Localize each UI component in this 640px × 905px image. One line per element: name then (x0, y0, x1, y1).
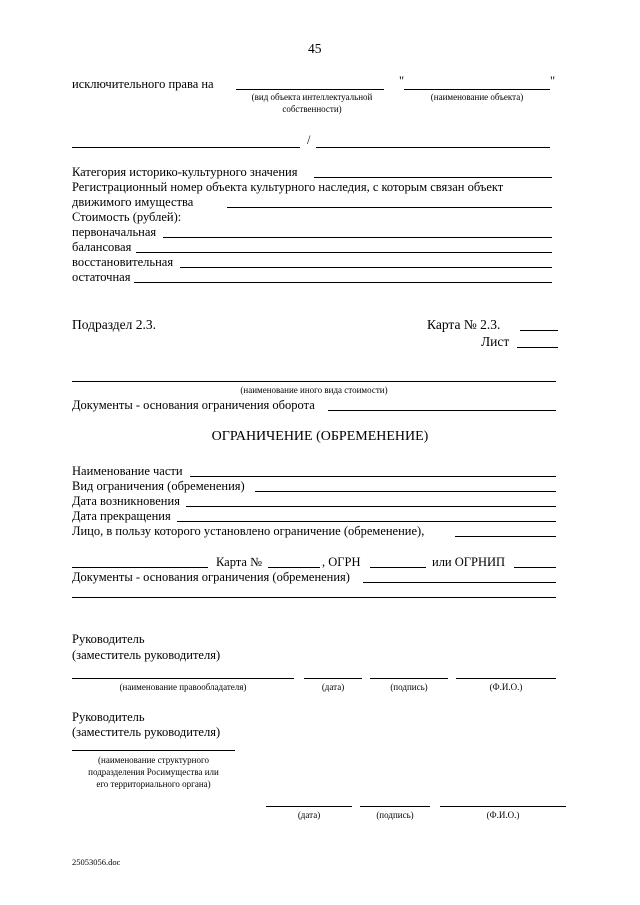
restriction-docs-line[interactable] (363, 582, 556, 583)
restriction-heading: ОГРАНИЧЕНИЕ (ОБРЕМЕНЕНИЕ) (211, 429, 429, 444)
sig1-date-line[interactable] (304, 678, 362, 679)
cost-label: Стоимость (рублей): (72, 210, 182, 224)
restoration-cost-line[interactable] (180, 267, 552, 268)
category-label: Категория историко-культурного значения (72, 165, 298, 179)
right-blank-line[interactable] (316, 147, 550, 148)
sig1-caption-date: (дата) (321, 682, 345, 692)
initial-cost-line[interactable] (163, 237, 552, 238)
restriction-type-label: Вид ограничения (обременения) (72, 479, 245, 493)
residual-cost-label: остаточная (72, 270, 131, 284)
card-number-label: Карта № 2.3. (427, 317, 501, 332)
caption-object-name: (наименование объекта) (430, 92, 524, 102)
end-date-line[interactable] (177, 521, 556, 522)
sig2-caption-name: (Ф.И.О.) (486, 810, 520, 820)
sig1-sign-line[interactable] (370, 678, 448, 679)
left-blank-line[interactable] (72, 147, 300, 148)
sig1-owner-line[interactable] (72, 678, 294, 679)
footer-filename: 25053056.doc (72, 857, 121, 867)
beneficiary-name-line[interactable] (72, 567, 208, 568)
residual-cost-line[interactable] (134, 282, 552, 283)
restriction-docs-line-2[interactable] (72, 597, 556, 598)
ogrn-line[interactable] (370, 567, 426, 568)
part-name-label: Наименование части (72, 464, 183, 478)
docs-turnover-label: Документы - основания ограничения оборота (72, 398, 315, 412)
sig1-name-line[interactable] (456, 678, 556, 679)
reg-number-label-2: движимого имущества (72, 195, 194, 209)
sig2-caption-unit-2: подразделения Росимущества или (88, 767, 219, 777)
sig2-sign-line[interactable] (360, 806, 430, 807)
sig2-caption-sign: (подпись) (376, 810, 414, 820)
card-number-line[interactable] (520, 330, 558, 331)
sig1-caption-name: (Ф.И.О.) (489, 682, 523, 692)
part-name-line[interactable] (190, 476, 556, 477)
reg-number-line[interactable] (227, 207, 552, 208)
sig1-deputy: (заместитель руководителя) (72, 648, 221, 662)
sheet-label: Лист (481, 334, 510, 349)
sig2-head: Руководитель (72, 710, 145, 724)
exclusive-right-label: исключительного права на (72, 77, 214, 91)
start-date-line[interactable] (186, 506, 556, 507)
sig2-date-line[interactable] (266, 806, 352, 807)
restoration-cost-label: восстановительная (72, 255, 174, 269)
sig1-caption-sign: (подпись) (390, 682, 428, 692)
page-number: 45 (308, 41, 322, 56)
card-no-line[interactable] (268, 567, 320, 568)
subsection-title: Подраздел 2.3. (72, 317, 157, 332)
quote-open: " (399, 74, 405, 88)
sig2-deputy: (заместитель руководителя) (72, 725, 221, 739)
reg-number-label-1: Регистрационный номер объекта культурного наследия, с которым связан объект (72, 180, 504, 194)
ogrnip-label: или ОГРНИП (432, 555, 506, 569)
sig1-head: Руководитель (72, 632, 145, 646)
sig1-caption-owner: (наименование правообладателя) (119, 682, 247, 692)
balance-cost-label: балансовая (72, 240, 132, 254)
object-name-line[interactable] (404, 89, 550, 90)
docs-turnover-line[interactable] (328, 410, 556, 411)
slash: / (307, 133, 311, 147)
caption-object-type-1: (вид объекта интеллектуальной (251, 92, 373, 102)
sheet-line[interactable] (517, 347, 558, 348)
balance-cost-line[interactable] (136, 252, 552, 253)
sig2-name-line[interactable] (440, 806, 566, 807)
caption-object-type-2: собственности) (282, 104, 342, 114)
sig2-caption-unit-3: его территориального органа) (96, 779, 211, 789)
sig2-unit-line[interactable] (72, 750, 235, 751)
object-type-line[interactable] (236, 89, 384, 90)
restriction-docs-label: Документы - основания ограничения (обременения) (72, 570, 350, 584)
ogrn-label: , ОГРН (322, 555, 361, 569)
card-no-label: Карта № (216, 555, 263, 569)
restriction-type-line[interactable] (255, 491, 556, 492)
sig2-caption-unit-1: (наименование структурного (98, 755, 209, 765)
caption-other-cost: (наименование иного вида стоимости) (240, 385, 388, 395)
initial-cost-label: первоначальная (72, 225, 157, 239)
category-line[interactable] (314, 177, 552, 178)
quote-close: " (550, 74, 556, 88)
other-cost-line[interactable] (72, 381, 556, 382)
sig2-caption-date: (дата) (297, 810, 321, 820)
ogrnip-line[interactable] (514, 567, 556, 568)
beneficiary-label: Лицо, в пользу которого установлено ограничение (обременение), (72, 524, 425, 538)
beneficiary-line[interactable] (455, 536, 556, 537)
end-date-label: Дата прекращения (72, 509, 171, 523)
start-date-label: Дата возникновения (72, 494, 180, 508)
